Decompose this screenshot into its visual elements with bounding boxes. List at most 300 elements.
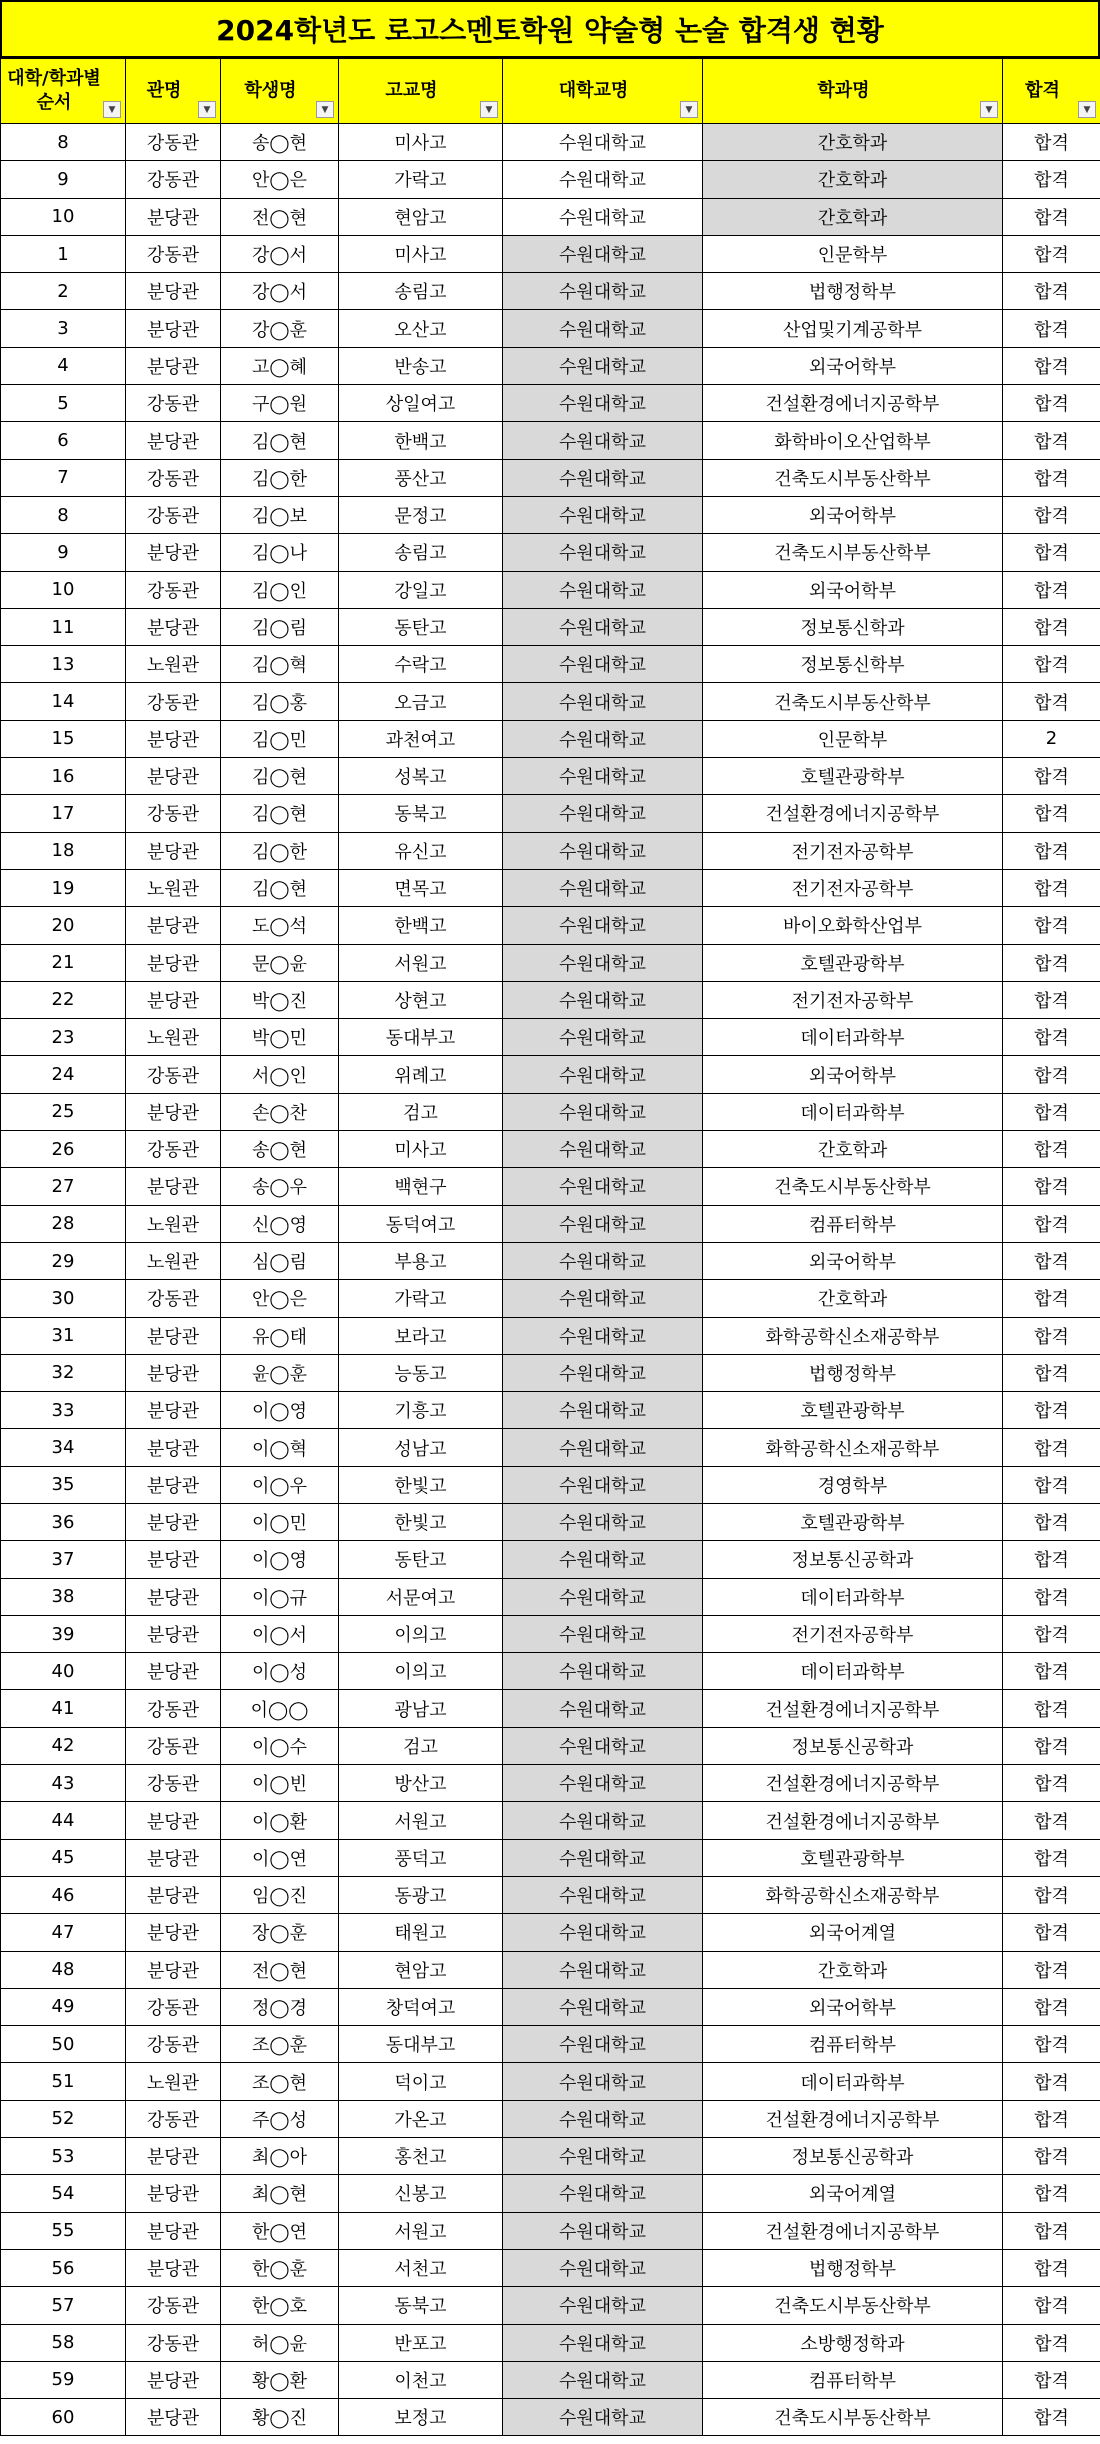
university-cell[interactable]: 수원대학교 bbox=[503, 273, 703, 310]
branch-cell[interactable]: 강동관 bbox=[126, 161, 221, 198]
result-cell[interactable]: 합격 bbox=[1003, 1653, 1100, 1690]
university-cell[interactable]: 수원대학교 bbox=[503, 235, 703, 272]
branch-cell[interactable]: 분당관 bbox=[126, 1317, 221, 1354]
department-cell[interactable]: 건축도시부동산학부 bbox=[703, 459, 1003, 496]
order-cell[interactable]: 9 bbox=[1, 161, 126, 198]
department-cell[interactable]: 간호학과 bbox=[703, 1131, 1003, 1168]
school-cell[interactable]: 동북고 bbox=[339, 795, 503, 832]
school-cell[interactable]: 동탄고 bbox=[339, 1541, 503, 1578]
department-cell[interactable]: 전기전자공학부 bbox=[703, 1615, 1003, 1652]
student-cell[interactable]: 손◯찬 bbox=[221, 1093, 339, 1130]
order-cell[interactable]: 30 bbox=[1, 1280, 126, 1317]
school-cell[interactable]: 서원고 bbox=[339, 944, 503, 981]
student-cell[interactable]: 임◯진 bbox=[221, 1876, 339, 1913]
result-cell[interactable]: 합격 bbox=[1003, 1951, 1100, 1988]
branch-cell[interactable]: 강동관 bbox=[126, 795, 221, 832]
school-cell[interactable]: 미사고 bbox=[339, 235, 503, 272]
department-cell[interactable]: 건축도시부동산학부 bbox=[703, 1168, 1003, 1205]
school-cell[interactable]: 동광고 bbox=[339, 1876, 503, 1913]
department-cell[interactable]: 외국어학부 bbox=[703, 1988, 1003, 2025]
branch-cell[interactable]: 분당관 bbox=[126, 2175, 221, 2212]
university-cell[interactable]: 수원대학교 bbox=[503, 1802, 703, 1839]
school-cell[interactable]: 광남고 bbox=[339, 1690, 503, 1727]
department-cell[interactable]: 인문학부 bbox=[703, 235, 1003, 272]
student-cell[interactable]: 김◯현 bbox=[221, 422, 339, 459]
department-cell[interactable]: 정보통신학과 bbox=[703, 608, 1003, 645]
student-cell[interactable]: 장◯훈 bbox=[221, 1914, 339, 1951]
branch-cell[interactable]: 노원관 bbox=[126, 1205, 221, 1242]
university-cell[interactable]: 수원대학교 bbox=[503, 571, 703, 608]
student-cell[interactable]: 송◯우 bbox=[221, 1168, 339, 1205]
school-cell[interactable]: 한백고 bbox=[339, 907, 503, 944]
result-cell[interactable]: 합격 bbox=[1003, 496, 1100, 533]
branch-cell[interactable]: 분당관 bbox=[126, 1914, 221, 1951]
order-cell[interactable]: 25 bbox=[1, 1093, 126, 1130]
order-cell[interactable]: 48 bbox=[1, 1951, 126, 1988]
school-cell[interactable]: 풍덕고 bbox=[339, 1839, 503, 1876]
university-cell[interactable]: 수원대학교 bbox=[503, 1317, 703, 1354]
student-cell[interactable]: 이◯혁 bbox=[221, 1429, 339, 1466]
school-cell[interactable]: 동탄고 bbox=[339, 608, 503, 645]
school-cell[interactable]: 상현고 bbox=[339, 981, 503, 1018]
department-cell[interactable]: 데이터과학부 bbox=[703, 2063, 1003, 2100]
student-cell[interactable]: 황◯진 bbox=[221, 2399, 339, 2436]
result-cell[interactable]: 합격 bbox=[1003, 1541, 1100, 1578]
result-cell[interactable]: 합격 bbox=[1003, 2212, 1100, 2249]
department-cell[interactable]: 정보통신공학과 bbox=[703, 1727, 1003, 1764]
school-cell[interactable]: 가락고 bbox=[339, 161, 503, 198]
university-cell[interactable]: 수원대학교 bbox=[503, 1653, 703, 1690]
result-cell[interactable]: 합격 bbox=[1003, 795, 1100, 832]
student-cell[interactable]: 신◯영 bbox=[221, 1205, 339, 1242]
student-cell[interactable]: 유◯태 bbox=[221, 1317, 339, 1354]
department-cell[interactable]: 법행정학부 bbox=[703, 1354, 1003, 1391]
school-cell[interactable]: 한백고 bbox=[339, 422, 503, 459]
university-cell[interactable]: 수원대학교 bbox=[503, 198, 703, 235]
order-cell[interactable]: 10 bbox=[1, 571, 126, 608]
result-cell[interactable]: 합격 bbox=[1003, 1093, 1100, 1130]
university-cell[interactable]: 수원대학교 bbox=[503, 2361, 703, 2398]
result-cell[interactable]: 합격 bbox=[1003, 2287, 1100, 2324]
department-cell[interactable]: 간호학과 bbox=[703, 161, 1003, 198]
branch-cell[interactable]: 강동관 bbox=[126, 1988, 221, 2025]
result-cell[interactable]: 합격 bbox=[1003, 571, 1100, 608]
university-cell[interactable]: 수원대학교 bbox=[503, 496, 703, 533]
university-cell[interactable]: 수원대학교 bbox=[503, 1429, 703, 1466]
student-cell[interactable]: 강◯서 bbox=[221, 273, 339, 310]
branch-cell[interactable]: 분당관 bbox=[126, 981, 221, 1018]
school-cell[interactable]: 이의고 bbox=[339, 1653, 503, 1690]
department-cell[interactable]: 건축도시부동산학부 bbox=[703, 534, 1003, 571]
university-cell[interactable]: 수원대학교 bbox=[503, 2063, 703, 2100]
school-cell[interactable]: 동덕여고 bbox=[339, 1205, 503, 1242]
order-cell[interactable]: 51 bbox=[1, 2063, 126, 2100]
school-cell[interactable]: 오산고 bbox=[339, 310, 503, 347]
department-cell[interactable]: 인문학부 bbox=[703, 720, 1003, 757]
result-cell[interactable]: 합격 bbox=[1003, 608, 1100, 645]
student-cell[interactable]: 한◯연 bbox=[221, 2212, 339, 2249]
university-cell[interactable]: 수원대학교 bbox=[503, 981, 703, 1018]
department-cell[interactable]: 화학바이오산업학부 bbox=[703, 422, 1003, 459]
result-cell[interactable]: 합격 bbox=[1003, 1914, 1100, 1951]
student-cell[interactable]: 이◯빈 bbox=[221, 1765, 339, 1802]
result-cell[interactable]: 합격 bbox=[1003, 683, 1100, 720]
department-cell[interactable]: 데이터과학부 bbox=[703, 1093, 1003, 1130]
student-cell[interactable]: 강◯서 bbox=[221, 235, 339, 272]
department-cell[interactable]: 호텔관광학부 bbox=[703, 944, 1003, 981]
school-cell[interactable]: 이천고 bbox=[339, 2361, 503, 2398]
student-cell[interactable]: 전◯현 bbox=[221, 1951, 339, 1988]
order-cell[interactable]: 47 bbox=[1, 1914, 126, 1951]
result-cell[interactable]: 합격 bbox=[1003, 1392, 1100, 1429]
department-cell[interactable]: 건축도시부동산학부 bbox=[703, 2287, 1003, 2324]
result-cell[interactable]: 합격 bbox=[1003, 1205, 1100, 1242]
order-cell[interactable]: 42 bbox=[1, 1727, 126, 1764]
branch-cell[interactable]: 분당관 bbox=[126, 1168, 221, 1205]
department-cell[interactable]: 법행정학부 bbox=[703, 273, 1003, 310]
school-cell[interactable]: 현암고 bbox=[339, 1951, 503, 1988]
branch-cell[interactable]: 분당관 bbox=[126, 1578, 221, 1615]
order-cell[interactable]: 19 bbox=[1, 869, 126, 906]
branch-cell[interactable]: 분당관 bbox=[126, 1653, 221, 1690]
university-cell[interactable]: 수원대학교 bbox=[503, 1392, 703, 1429]
department-cell[interactable]: 간호학과 bbox=[703, 1280, 1003, 1317]
result-cell[interactable]: 합격 bbox=[1003, 1354, 1100, 1391]
student-cell[interactable]: 안◯은 bbox=[221, 1280, 339, 1317]
university-cell[interactable]: 수원대학교 bbox=[503, 1093, 703, 1130]
department-cell[interactable]: 건설환경에너지공학부 bbox=[703, 1765, 1003, 1802]
student-cell[interactable]: 최◯아 bbox=[221, 2138, 339, 2175]
department-cell[interactable]: 화학공학신소재공학부 bbox=[703, 1429, 1003, 1466]
student-cell[interactable]: 한◯호 bbox=[221, 2287, 339, 2324]
branch-cell[interactable]: 분당관 bbox=[126, 2212, 221, 2249]
department-cell[interactable]: 간호학과 bbox=[703, 198, 1003, 235]
branch-cell[interactable]: 강동관 bbox=[126, 2287, 221, 2324]
university-cell[interactable]: 수원대학교 bbox=[503, 1280, 703, 1317]
branch-cell[interactable]: 강동관 bbox=[126, 571, 221, 608]
university-cell[interactable]: 수원대학교 bbox=[503, 1466, 703, 1503]
student-cell[interactable]: 이◯환 bbox=[221, 1802, 339, 1839]
student-cell[interactable]: 이◯◯ bbox=[221, 1690, 339, 1727]
student-cell[interactable]: 김◯현 bbox=[221, 795, 339, 832]
order-cell[interactable]: 5 bbox=[1, 385, 126, 422]
department-cell[interactable]: 건축도시부동산학부 bbox=[703, 683, 1003, 720]
result-cell[interactable]: 합격 bbox=[1003, 385, 1100, 422]
school-cell[interactable]: 미사고 bbox=[339, 1131, 503, 1168]
branch-cell[interactable]: 분당관 bbox=[126, 422, 221, 459]
school-cell[interactable]: 한빛고 bbox=[339, 1503, 503, 1540]
filter-funnel-icon[interactable]: ▼ bbox=[680, 101, 698, 118]
university-cell[interactable]: 수원대학교 bbox=[503, 1242, 703, 1279]
result-cell[interactable]: 합격 bbox=[1003, 1317, 1100, 1354]
order-cell[interactable]: 27 bbox=[1, 1168, 126, 1205]
branch-cell[interactable]: 분당관 bbox=[126, 2399, 221, 2436]
school-cell[interactable]: 기흥고 bbox=[339, 1392, 503, 1429]
dropdown-arrow-icon[interactable]: ▼ bbox=[980, 101, 998, 118]
department-cell[interactable]: 데이터과학부 bbox=[703, 1019, 1003, 1056]
student-cell[interactable]: 김◯현 bbox=[221, 869, 339, 906]
order-cell[interactable]: 50 bbox=[1, 2026, 126, 2063]
order-cell[interactable]: 28 bbox=[1, 1205, 126, 1242]
order-cell[interactable]: 58 bbox=[1, 2324, 126, 2361]
order-cell[interactable]: 40 bbox=[1, 1653, 126, 1690]
department-cell[interactable]: 화학공학신소재공학부 bbox=[703, 1317, 1003, 1354]
branch-cell[interactable]: 강동관 bbox=[126, 1280, 221, 1317]
school-cell[interactable]: 위례고 bbox=[339, 1056, 503, 1093]
result-cell[interactable]: 합격 bbox=[1003, 459, 1100, 496]
order-cell[interactable]: 15 bbox=[1, 720, 126, 757]
department-cell[interactable]: 화학공학신소재공학부 bbox=[703, 1876, 1003, 1913]
branch-cell[interactable]: 강동관 bbox=[126, 2026, 221, 2063]
result-cell[interactable]: 합격 bbox=[1003, 981, 1100, 1018]
branch-cell[interactable]: 분당관 bbox=[126, 720, 221, 757]
department-cell[interactable]: 건설환경에너지공학부 bbox=[703, 795, 1003, 832]
university-cell[interactable]: 수원대학교 bbox=[503, 1131, 703, 1168]
university-cell[interactable]: 수원대학교 bbox=[503, 795, 703, 832]
result-cell[interactable]: 합격 bbox=[1003, 198, 1100, 235]
student-cell[interactable]: 이◯수 bbox=[221, 1727, 339, 1764]
branch-cell[interactable]: 강동관 bbox=[126, 1131, 221, 1168]
result-cell[interactable]: 합격 bbox=[1003, 869, 1100, 906]
university-cell[interactable]: 수원대학교 bbox=[503, 1615, 703, 1652]
result-cell[interactable]: 합격 bbox=[1003, 2361, 1100, 2398]
branch-cell[interactable]: 분당관 bbox=[126, 1802, 221, 1839]
order-cell[interactable]: 14 bbox=[1, 683, 126, 720]
student-cell[interactable]: 이◯연 bbox=[221, 1839, 339, 1876]
result-cell[interactable]: 합격 bbox=[1003, 1242, 1100, 1279]
school-cell[interactable]: 과천여고 bbox=[339, 720, 503, 757]
branch-cell[interactable]: 분당관 bbox=[126, 1541, 221, 1578]
result-cell[interactable]: 합격 bbox=[1003, 1466, 1100, 1503]
university-cell[interactable]: 수원대학교 bbox=[503, 1056, 703, 1093]
department-cell[interactable]: 외국어계열 bbox=[703, 2175, 1003, 2212]
branch-cell[interactable]: 분당관 bbox=[126, 2249, 221, 2286]
school-cell[interactable]: 태원고 bbox=[339, 1914, 503, 1951]
student-cell[interactable]: 윤◯훈 bbox=[221, 1354, 339, 1391]
order-cell[interactable]: 57 bbox=[1, 2287, 126, 2324]
school-cell[interactable]: 문정고 bbox=[339, 496, 503, 533]
branch-cell[interactable]: 분당관 bbox=[126, 944, 221, 981]
order-cell[interactable]: 52 bbox=[1, 2100, 126, 2137]
branch-cell[interactable]: 분당관 bbox=[126, 1951, 221, 1988]
order-cell[interactable]: 36 bbox=[1, 1503, 126, 1540]
student-cell[interactable]: 송◯현 bbox=[221, 1131, 339, 1168]
university-cell[interactable]: 수원대학교 bbox=[503, 758, 703, 795]
order-cell[interactable]: 3 bbox=[1, 310, 126, 347]
order-cell[interactable]: 31 bbox=[1, 1317, 126, 1354]
school-cell[interactable]: 서원고 bbox=[339, 2212, 503, 2249]
university-cell[interactable]: 수원대학교 bbox=[503, 310, 703, 347]
student-cell[interactable]: 서◯인 bbox=[221, 1056, 339, 1093]
university-cell[interactable]: 수원대학교 bbox=[503, 944, 703, 981]
result-cell[interactable]: 합격 bbox=[1003, 1429, 1100, 1466]
student-cell[interactable]: 고◯혜 bbox=[221, 347, 339, 384]
department-cell[interactable]: 건설환경에너지공학부 bbox=[703, 1690, 1003, 1727]
result-cell[interactable]: 합격 bbox=[1003, 161, 1100, 198]
branch-cell[interactable]: 강동관 bbox=[126, 1056, 221, 1093]
school-cell[interactable]: 상일여고 bbox=[339, 385, 503, 422]
order-cell[interactable]: 17 bbox=[1, 795, 126, 832]
order-cell[interactable]: 7 bbox=[1, 459, 126, 496]
branch-cell[interactable]: 분당관 bbox=[126, 1615, 221, 1652]
result-cell[interactable]: 합격 bbox=[1003, 124, 1100, 161]
student-cell[interactable]: 강◯훈 bbox=[221, 310, 339, 347]
student-cell[interactable]: 정◯경 bbox=[221, 1988, 339, 2025]
student-cell[interactable]: 도◯석 bbox=[221, 907, 339, 944]
branch-cell[interactable]: 분당관 bbox=[126, 1503, 221, 1540]
order-cell[interactable]: 8 bbox=[1, 124, 126, 161]
department-cell[interactable]: 전기전자공학부 bbox=[703, 869, 1003, 906]
student-cell[interactable]: 김◯한 bbox=[221, 459, 339, 496]
result-cell[interactable]: 합격 bbox=[1003, 1168, 1100, 1205]
result-cell[interactable]: 합격 bbox=[1003, 1876, 1100, 1913]
order-cell[interactable]: 32 bbox=[1, 1354, 126, 1391]
department-cell[interactable]: 외국어학부 bbox=[703, 571, 1003, 608]
student-cell[interactable]: 김◯한 bbox=[221, 832, 339, 869]
university-cell[interactable]: 수원대학교 bbox=[503, 1727, 703, 1764]
result-cell[interactable]: 합격 bbox=[1003, 1056, 1100, 1093]
order-cell[interactable]: 43 bbox=[1, 1765, 126, 1802]
student-cell[interactable]: 안◯은 bbox=[221, 161, 339, 198]
university-cell[interactable]: 수원대학교 bbox=[503, 1690, 703, 1727]
university-cell[interactable]: 수원대학교 bbox=[503, 2399, 703, 2436]
student-cell[interactable]: 이◯규 bbox=[221, 1578, 339, 1615]
student-cell[interactable]: 이◯성 bbox=[221, 1653, 339, 1690]
order-cell[interactable]: 20 bbox=[1, 907, 126, 944]
branch-cell[interactable]: 분당관 bbox=[126, 2138, 221, 2175]
branch-cell[interactable]: 분당관 bbox=[126, 1466, 221, 1503]
department-cell[interactable]: 건축도시부동산학부 bbox=[703, 2399, 1003, 2436]
school-cell[interactable]: 한빛고 bbox=[339, 1466, 503, 1503]
branch-cell[interactable]: 분당관 bbox=[126, 1876, 221, 1913]
result-cell[interactable]: 합격 bbox=[1003, 273, 1100, 310]
branch-cell[interactable]: 분당관 bbox=[126, 534, 221, 571]
student-cell[interactable]: 조◯현 bbox=[221, 2063, 339, 2100]
result-cell[interactable]: 합격 bbox=[1003, 2399, 1100, 2436]
student-cell[interactable]: 문◯윤 bbox=[221, 944, 339, 981]
result-cell[interactable]: 합격 bbox=[1003, 944, 1100, 981]
order-cell[interactable]: 34 bbox=[1, 1429, 126, 1466]
order-cell[interactable]: 21 bbox=[1, 944, 126, 981]
result-cell[interactable]: 합격 bbox=[1003, 2324, 1100, 2361]
student-cell[interactable]: 허◯윤 bbox=[221, 2324, 339, 2361]
result-cell[interactable]: 합격 bbox=[1003, 1578, 1100, 1615]
school-cell[interactable]: 가온고 bbox=[339, 2100, 503, 2137]
student-cell[interactable]: 이◯영 bbox=[221, 1541, 339, 1578]
branch-cell[interactable]: 강동관 bbox=[126, 2100, 221, 2137]
order-cell[interactable]: 37 bbox=[1, 1541, 126, 1578]
order-cell[interactable]: 33 bbox=[1, 1392, 126, 1429]
dropdown-arrow-icon[interactable]: ▼ bbox=[316, 101, 334, 118]
school-cell[interactable]: 성복고 bbox=[339, 758, 503, 795]
order-cell[interactable]: 1 bbox=[1, 235, 126, 272]
school-cell[interactable]: 동대부고 bbox=[339, 1019, 503, 1056]
school-cell[interactable]: 부용고 bbox=[339, 1242, 503, 1279]
university-cell[interactable]: 수원대학교 bbox=[503, 2287, 703, 2324]
university-cell[interactable]: 수원대학교 bbox=[503, 1765, 703, 1802]
university-cell[interactable]: 수원대학교 bbox=[503, 907, 703, 944]
university-cell[interactable]: 수원대학교 bbox=[503, 1168, 703, 1205]
student-cell[interactable]: 이◯서 bbox=[221, 1615, 339, 1652]
branch-cell[interactable]: 노원관 bbox=[126, 1242, 221, 1279]
order-cell[interactable]: 53 bbox=[1, 2138, 126, 2175]
student-cell[interactable]: 김◯현 bbox=[221, 758, 339, 795]
student-cell[interactable]: 김◯혁 bbox=[221, 646, 339, 683]
department-cell[interactable]: 간호학과 bbox=[703, 1951, 1003, 1988]
department-cell[interactable]: 정보통신학부 bbox=[703, 646, 1003, 683]
school-cell[interactable]: 반포고 bbox=[339, 2324, 503, 2361]
department-cell[interactable]: 외국어학부 bbox=[703, 1242, 1003, 1279]
result-cell[interactable]: 합격 bbox=[1003, 1131, 1100, 1168]
order-cell[interactable]: 39 bbox=[1, 1615, 126, 1652]
student-cell[interactable]: 이◯영 bbox=[221, 1392, 339, 1429]
branch-cell[interactable]: 분당관 bbox=[126, 1429, 221, 1466]
order-cell[interactable]: 22 bbox=[1, 981, 126, 1018]
university-cell[interactable]: 수원대학교 bbox=[503, 1876, 703, 1913]
university-cell[interactable]: 수원대학교 bbox=[503, 2100, 703, 2137]
result-cell[interactable]: 합격 bbox=[1003, 347, 1100, 384]
department-cell[interactable]: 산업및기계공학부 bbox=[703, 310, 1003, 347]
school-cell[interactable]: 방산고 bbox=[339, 1765, 503, 1802]
school-cell[interactable]: 신봉고 bbox=[339, 2175, 503, 2212]
university-cell[interactable]: 수원대학교 bbox=[503, 347, 703, 384]
university-cell[interactable]: 수원대학교 bbox=[503, 1354, 703, 1391]
department-cell[interactable]: 바이오화학산업부 bbox=[703, 907, 1003, 944]
university-cell[interactable]: 수원대학교 bbox=[503, 869, 703, 906]
university-cell[interactable]: 수원대학교 bbox=[503, 2175, 703, 2212]
university-cell[interactable]: 수원대학교 bbox=[503, 720, 703, 757]
department-cell[interactable]: 외국어계열 bbox=[703, 1914, 1003, 1951]
student-cell[interactable]: 박◯진 bbox=[221, 981, 339, 1018]
school-cell[interactable]: 현암고 bbox=[339, 198, 503, 235]
student-cell[interactable]: 한◯훈 bbox=[221, 2249, 339, 2286]
student-cell[interactable]: 주◯성 bbox=[221, 2100, 339, 2137]
result-cell[interactable]: 합격 bbox=[1003, 235, 1100, 272]
department-cell[interactable]: 건설환경에너지공학부 bbox=[703, 2212, 1003, 2249]
school-cell[interactable]: 백현구 bbox=[339, 1168, 503, 1205]
result-cell[interactable]: 합격 bbox=[1003, 1802, 1100, 1839]
student-cell[interactable]: 심◯림 bbox=[221, 1242, 339, 1279]
order-cell[interactable]: 11 bbox=[1, 608, 126, 645]
student-cell[interactable]: 김◯림 bbox=[221, 608, 339, 645]
branch-cell[interactable]: 강동관 bbox=[126, 459, 221, 496]
result-cell[interactable]: 합격 bbox=[1003, 2249, 1100, 2286]
branch-cell[interactable]: 강동관 bbox=[126, 124, 221, 161]
result-cell[interactable]: 합격 bbox=[1003, 310, 1100, 347]
school-cell[interactable]: 송림고 bbox=[339, 534, 503, 571]
result-cell[interactable]: 합격 bbox=[1003, 2100, 1100, 2137]
department-cell[interactable]: 건설환경에너지공학부 bbox=[703, 1802, 1003, 1839]
dropdown-arrow-icon[interactable]: ▼ bbox=[1078, 101, 1096, 118]
branch-cell[interactable]: 강동관 bbox=[126, 385, 221, 422]
school-cell[interactable]: 동대부고 bbox=[339, 2026, 503, 2063]
branch-cell[interactable]: 노원관 bbox=[126, 1019, 221, 1056]
result-cell[interactable]: 합격 bbox=[1003, 1988, 1100, 2025]
result-cell[interactable]: 합격 bbox=[1003, 1280, 1100, 1317]
university-cell[interactable]: 수원대학교 bbox=[503, 161, 703, 198]
student-cell[interactable]: 송◯현 bbox=[221, 124, 339, 161]
result-cell[interactable]: 합격 bbox=[1003, 422, 1100, 459]
order-cell[interactable]: 18 bbox=[1, 832, 126, 869]
university-cell[interactable]: 수원대학교 bbox=[503, 2026, 703, 2063]
order-cell[interactable]: 9 bbox=[1, 534, 126, 571]
order-cell[interactable]: 10 bbox=[1, 198, 126, 235]
university-cell[interactable]: 수원대학교 bbox=[503, 1988, 703, 2025]
branch-cell[interactable]: 강동관 bbox=[126, 1727, 221, 1764]
department-cell[interactable]: 외국어학부 bbox=[703, 1056, 1003, 1093]
student-cell[interactable]: 김◯홍 bbox=[221, 683, 339, 720]
university-cell[interactable]: 수원대학교 bbox=[503, 1839, 703, 1876]
